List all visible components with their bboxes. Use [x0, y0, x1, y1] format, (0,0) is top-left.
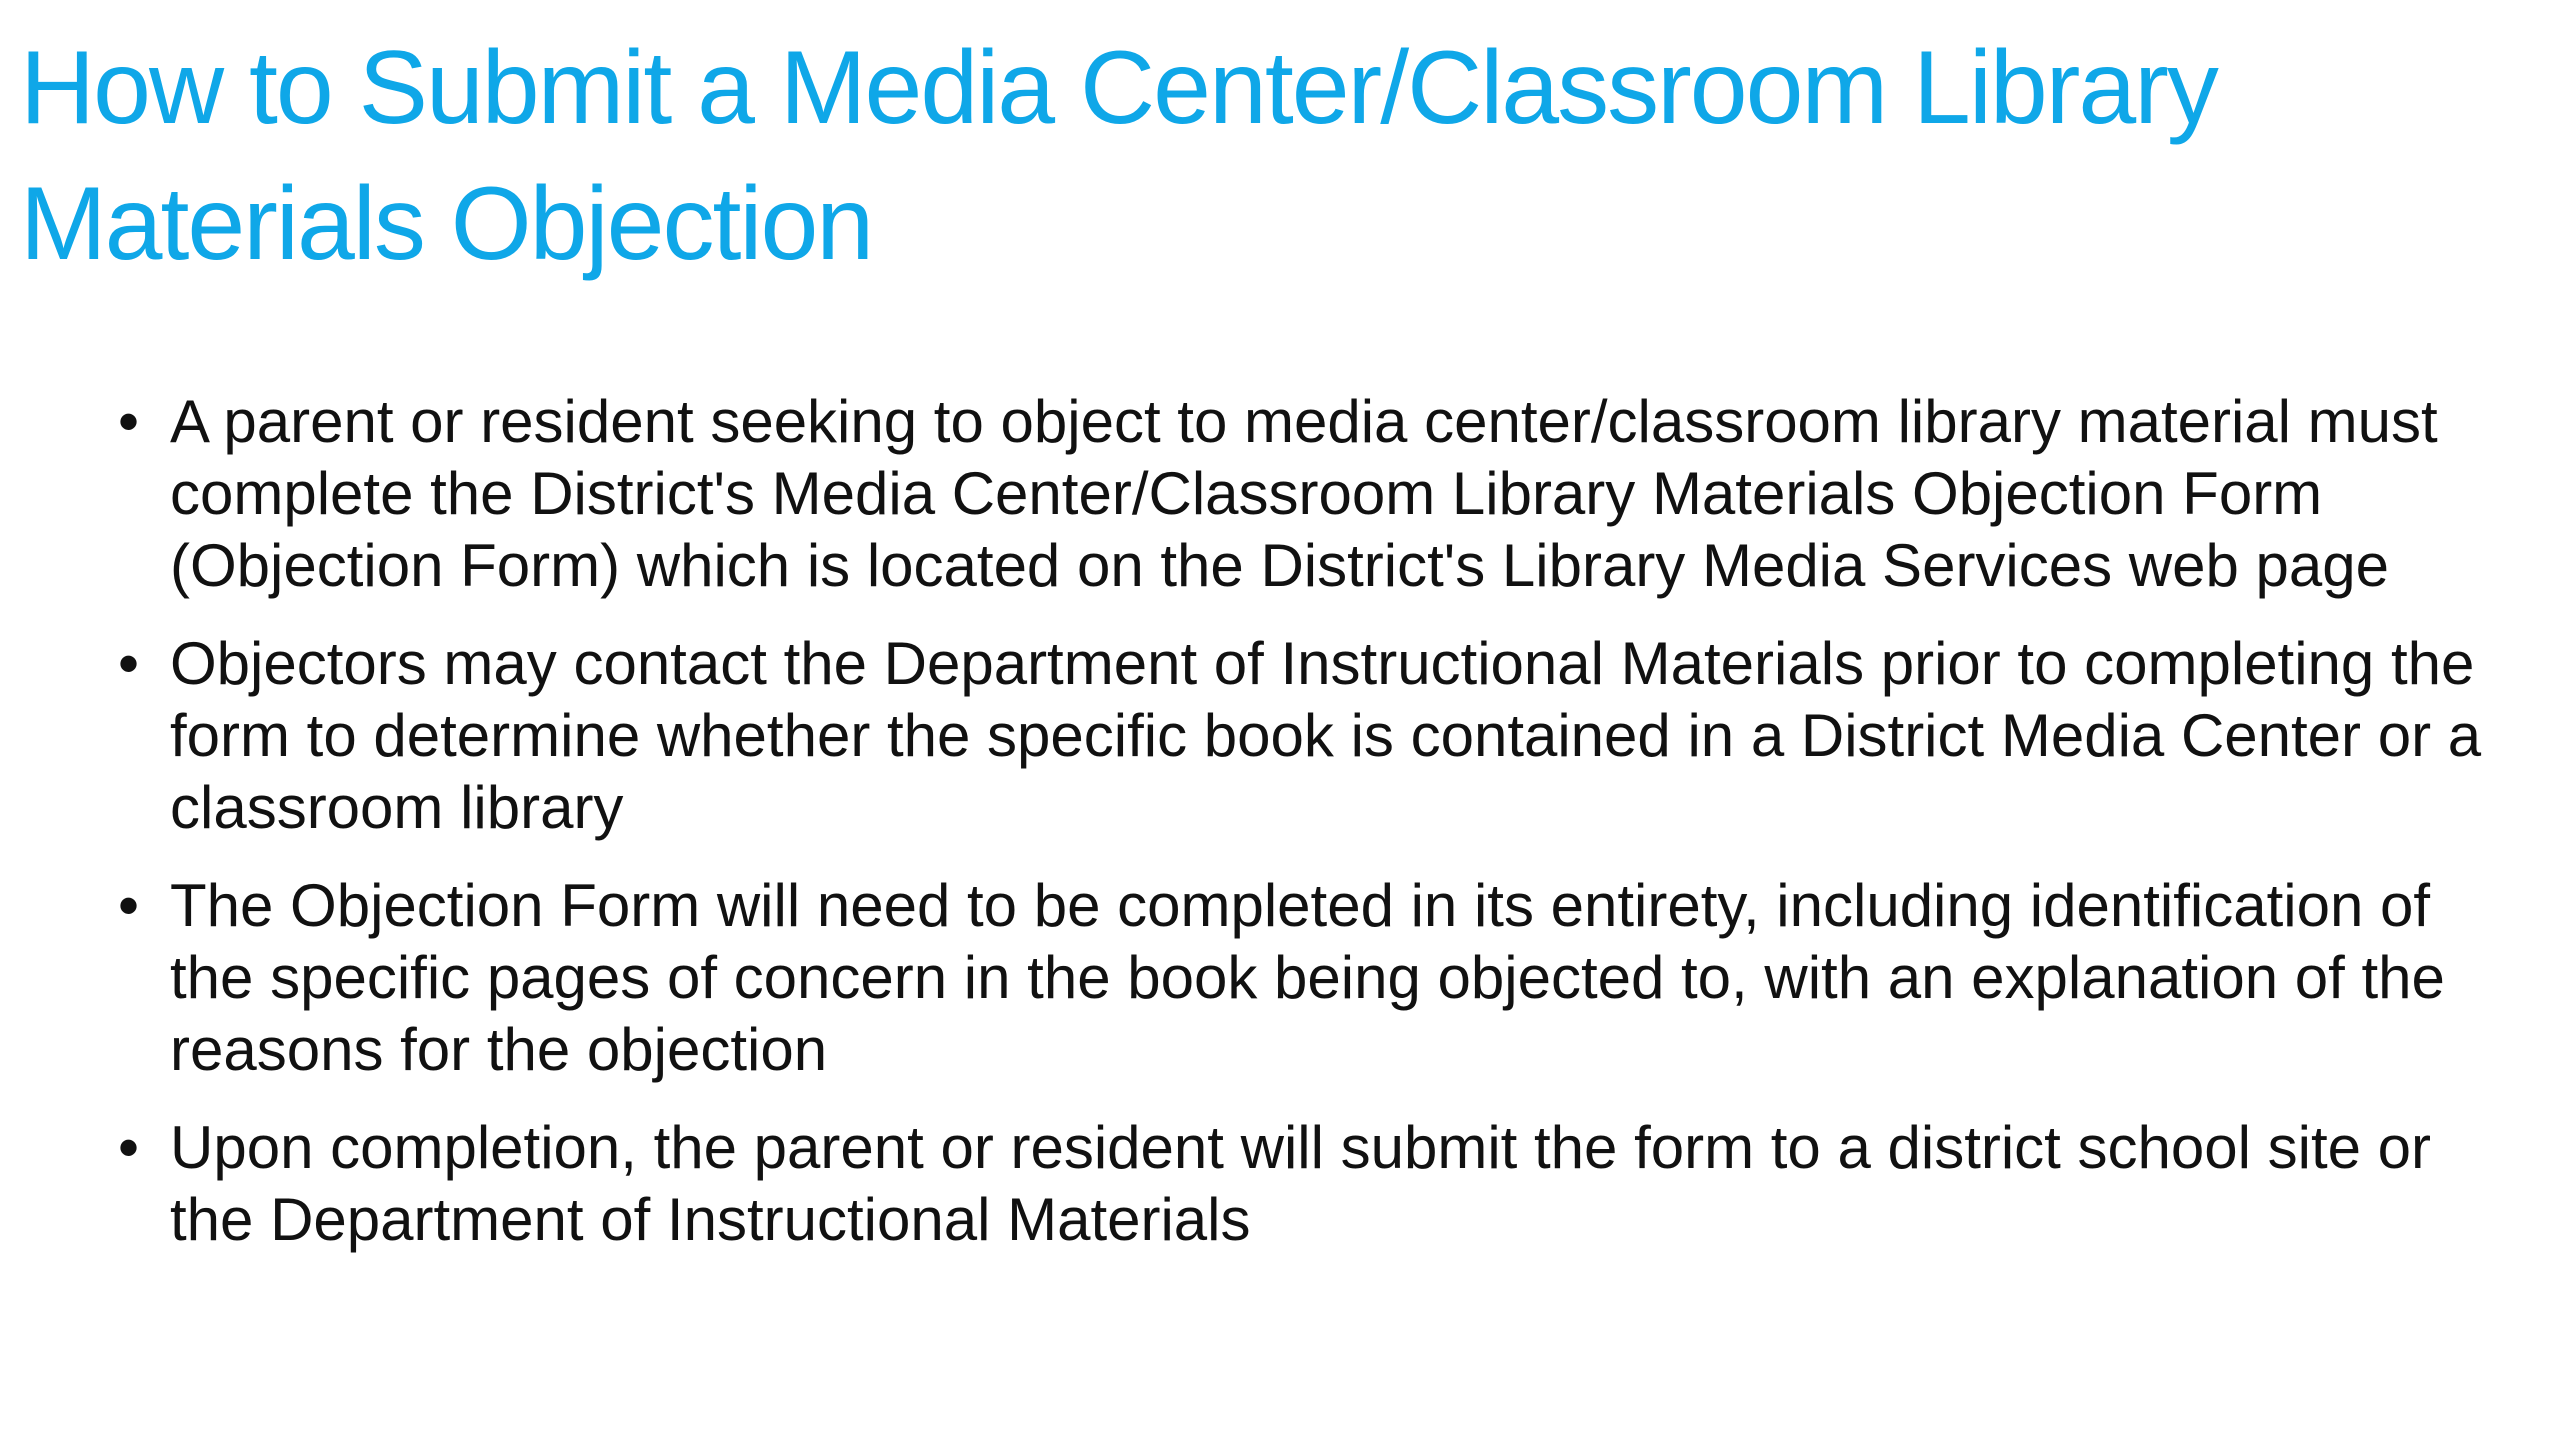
bullet-item — [118, 1112, 2518, 1256]
bullet-text: A parent or resident seeking to object to media center/classroom library material must complete the District's Media Center/Classroom Library Materials Objection Form (Objection Form) which is located on the District's Library Media Services web page — [170, 388, 2438, 599]
bullet-dot-icon: • — [118, 630, 140, 697]
slide-title: How to Submit a Media Center/Classroom Library Materials Objection — [20, 30, 2217, 282]
bullet-item — [118, 628, 2518, 844]
bullet-text: Objectors may contact the Department of Instructional Materials prior to completing the form to determine whether the specific book is contained in a District Media Center or a classroom library — [170, 630, 2482, 841]
bullet-item — [118, 386, 2518, 602]
bullet-dot-icon: • — [118, 388, 140, 455]
bullet-list — [118, 386, 2518, 1282]
bullet-text: The Objection Form will need to be completed in its entirety, including identification of the specific pages of concern in the book being objected to, with an explanation of the reasons for the objection — [170, 872, 2445, 1083]
bullet-dot-icon: • — [118, 872, 140, 939]
bullet-text: Upon completion, the parent or resident will submit the form to a district school site or the Department of Instructional Materials — [170, 1114, 2432, 1253]
bullet-item — [118, 870, 2518, 1086]
bullet-dot-icon: • — [118, 1114, 140, 1181]
